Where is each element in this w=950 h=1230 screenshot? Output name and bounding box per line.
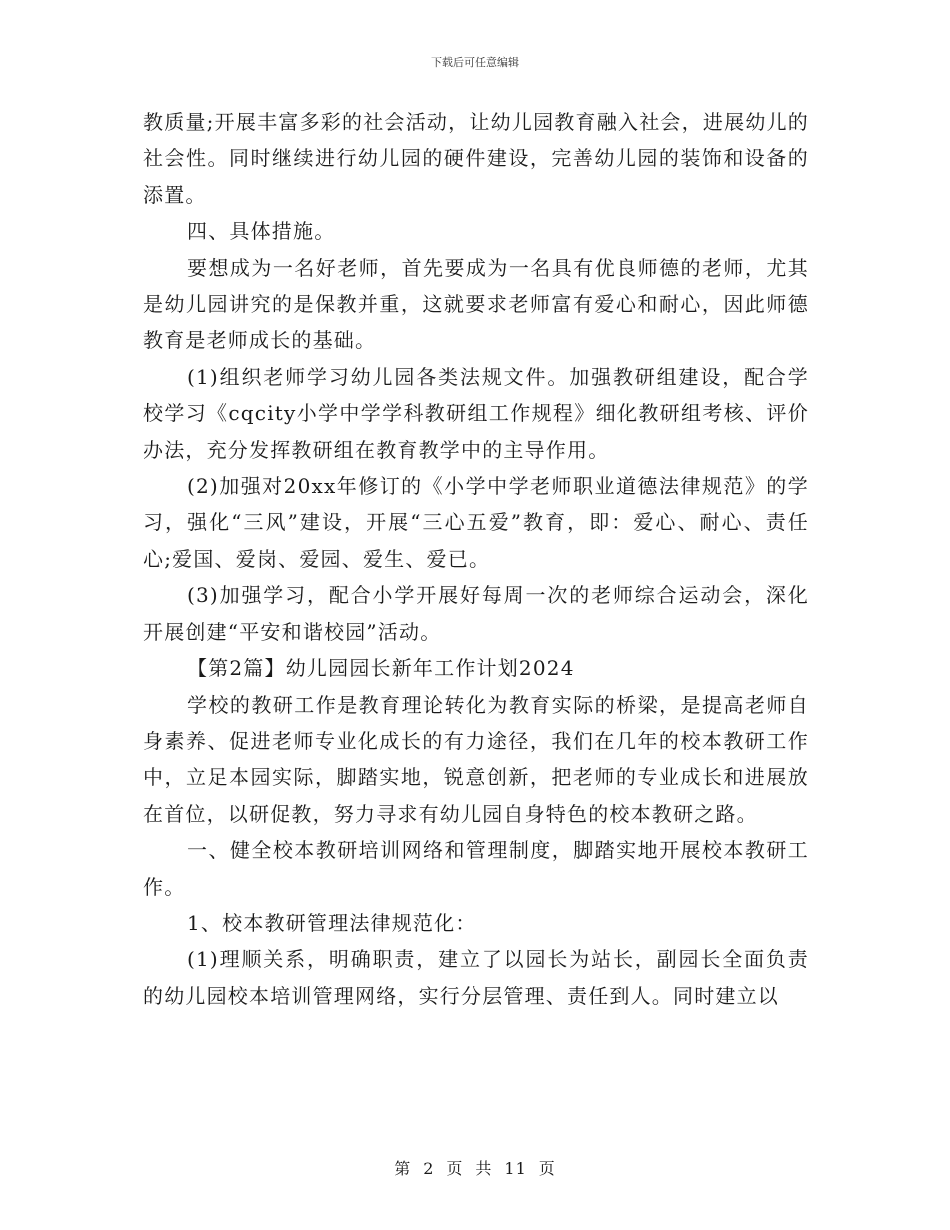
page-label-prefix: 第 xyxy=(394,1159,412,1178)
list-item: (1)理顺关系，明确职责，建立了以园长为站长，副园长全面负责的幼儿园校本培训管理网络，实行分层管理、责任到人。同时建立以 xyxy=(143,947,809,1008)
paragraph: 要想成为一名好老师，首先要成为一名具有优良师德的老师，尤其是幼儿园讲究的是保教并重，这就要求老师富有爱心和耐心，因此师德教育是老师成长的基础。 xyxy=(143,255,809,353)
page-footer xyxy=(0,1156,950,1179)
document-body xyxy=(143,104,809,1014)
article-title: 【第2篇】幼儿园园长新年工作计划2024 xyxy=(187,656,575,681)
paragraph: 学校的教研工作是教育理论转化为教育实际的桥梁，是提高老师自身素养、促进老师专业化成长的有力途径，我们在几年的校本教研工作中，立足本园实际，脚踏实地，锐意创新，把老师的专业成长和进展放在首位，以研促教，努力寻求有幼儿园自身特色的校本教研之路。 xyxy=(143,692,809,826)
subsection-heading: 1、校本教研管理法律规范化： xyxy=(187,910,477,935)
page-total-prefix: 共 xyxy=(475,1159,493,1178)
page-number-current: 2 xyxy=(423,1159,435,1178)
paragraph: 教质量;开展丰富多彩的社会活动，让幼儿园教育融入社会，进展幼儿的社会性。同时继续进行幼儿园的硬件建设，完善幼儿园的装饰和设备的添置。 xyxy=(143,110,809,207)
list-item: (2)加强对20xx年修订的《小学中学老师职业道德法律规范》的学习，强化“三风”建设，开展“三心五爱”教育，即：爱心、耐心、责任心;爱国、爱岗、爱园、爱生、爱已。 xyxy=(143,474,809,571)
list-item: (1)组织老师学习幼儿园各类法规文件。加强教研组建设，配合学校学习《cqcity小学中学学科教研组工作规程》细化教研组考核、评价办法，充分发挥教研组在教育教学中的主导作用。 xyxy=(143,364,809,462)
section-heading: 一、健全校本教研培训网络和管理制度，脚踏实地开展校本教研工作。 xyxy=(143,838,809,899)
page-number-total: 11 xyxy=(504,1159,527,1178)
section-heading: 四、具体措施。 xyxy=(187,219,336,244)
page-header: 下载后可任意编辑 xyxy=(431,56,519,69)
list-item: (3)加强学习，配合小学开展好每周一次的老师综合运动会，深化开展创建“平安和谐校园”活动。 xyxy=(143,583,809,644)
page-label-suffix: 页 xyxy=(538,1159,556,1178)
page-label-mid: 页 xyxy=(446,1159,464,1178)
